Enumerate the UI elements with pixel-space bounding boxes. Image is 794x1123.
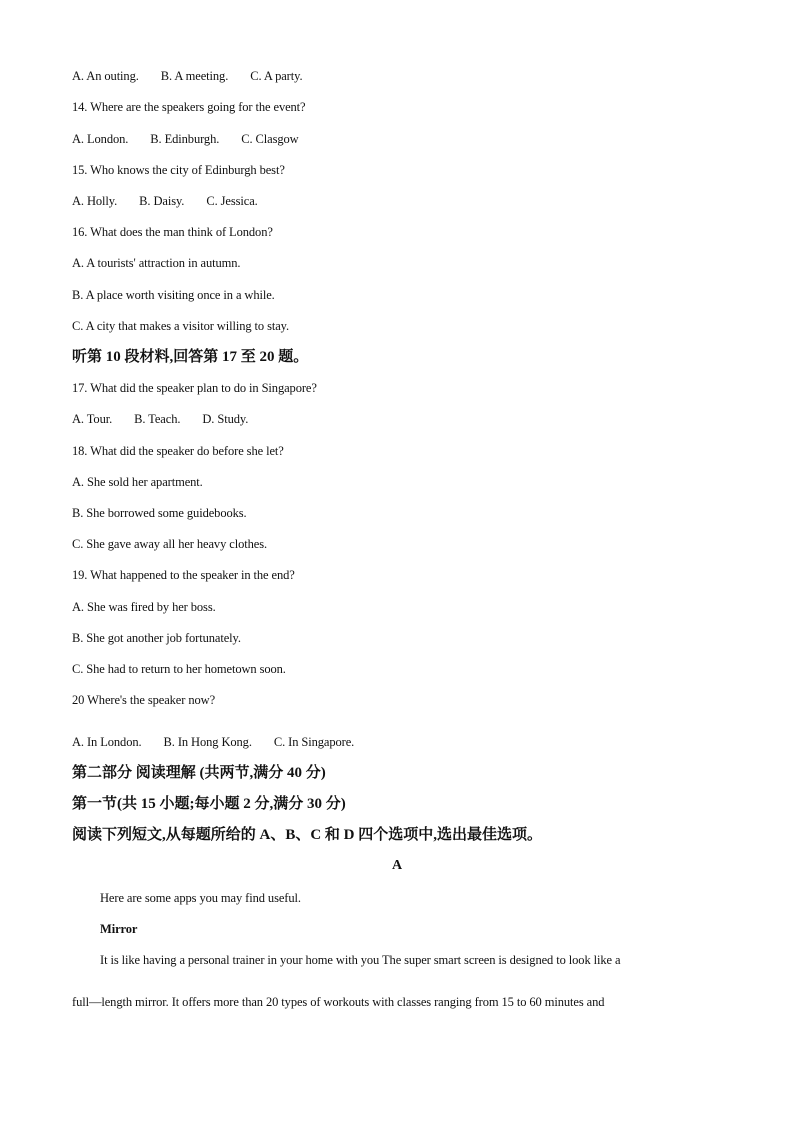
q16-option-b: B. A place worth visiting once in a while. bbox=[72, 288, 275, 302]
option-a: A. London. bbox=[72, 132, 129, 146]
option-b: B. Teach. bbox=[134, 412, 181, 426]
option-c: C. Clasgow bbox=[241, 132, 299, 146]
q19-option-b: B. She got another job fortunately. bbox=[72, 631, 241, 645]
option-b: B. A meeting. bbox=[160, 69, 229, 83]
passage-intro: Here are some apps you may find useful. bbox=[100, 891, 301, 905]
question-14: 14. Where are the speakers going for the event? bbox=[72, 100, 306, 114]
option-a: A. Tour. bbox=[72, 412, 113, 426]
option-a: A. Holly. bbox=[72, 194, 118, 208]
option-c: C. A party. bbox=[250, 69, 303, 83]
option-a: A. In London. bbox=[72, 735, 142, 749]
q18-option-b: B. She borrowed some guidebooks. bbox=[72, 506, 247, 520]
q19-option-a: A. She was fired by her boss. bbox=[72, 600, 216, 614]
question-16: 16. What does the man think of London? bbox=[72, 225, 273, 239]
q18-option-c: C. She gave away all her heavy clothes. bbox=[72, 537, 267, 551]
part-2-heading: 第二部分 阅读理解 (共两节,满分 40 分) bbox=[72, 765, 326, 781]
reading-instruction: 阅读下列短文,从每题所给的 A、B、C 和 D 四个选项中,选出最佳选项。 bbox=[72, 827, 543, 843]
q13-options bbox=[72, 68, 324, 84]
question-19: 19. What happened to the speaker in the end? bbox=[72, 568, 295, 582]
mirror-title: Mirror bbox=[100, 922, 138, 936]
q18-option-a: A. She sold her apartment. bbox=[72, 475, 203, 489]
passage-label: A bbox=[391, 858, 403, 873]
q16-option-c: C. A city that makes a visitor willing to stay. bbox=[72, 319, 290, 333]
mirror-paragraph-line-2: full—length mirror. It offers more than 20 types of workouts with classes ranging from 15 to 60 minutes and bbox=[72, 995, 605, 1009]
option-b: B. Edinburgh. bbox=[150, 132, 220, 146]
section-10-heading: 听第 10 段材料,回答第 17 至 20 题。 bbox=[72, 349, 309, 365]
q15-options bbox=[72, 193, 280, 209]
question-18: 18. What did the speaker do before she let? bbox=[72, 444, 284, 458]
q20-options bbox=[72, 734, 376, 750]
question-20: 20 Where's the speaker now? bbox=[72, 693, 216, 707]
option-c: C. Jessica. bbox=[206, 194, 258, 208]
option-d: D. Study. bbox=[202, 412, 249, 426]
q19-option-c: C. She had to return to her hometown soon. bbox=[72, 662, 286, 676]
option-a: A. An outing. bbox=[72, 69, 139, 83]
section-1-heading: 第一节(共 15 小题;每小题 2 分,满分 30 分) bbox=[72, 796, 346, 812]
q16-option-a: A. A tourists' attraction in autumn. bbox=[72, 256, 241, 270]
question-15: 15. Who knows the city of Edinburgh best? bbox=[72, 163, 285, 177]
q17-options bbox=[72, 411, 270, 427]
q14-options bbox=[72, 131, 321, 147]
mirror-paragraph-line-1: It is like having a personal trainer in your home with you The super smart screen is designed to look like a bbox=[100, 953, 621, 967]
question-17: 17. What did the speaker plan to do in Singapore? bbox=[72, 381, 317, 395]
option-b: B. In Hong Kong. bbox=[163, 735, 252, 749]
option-c: C. In Singapore. bbox=[273, 735, 355, 749]
option-b: B. Daisy. bbox=[139, 194, 185, 208]
